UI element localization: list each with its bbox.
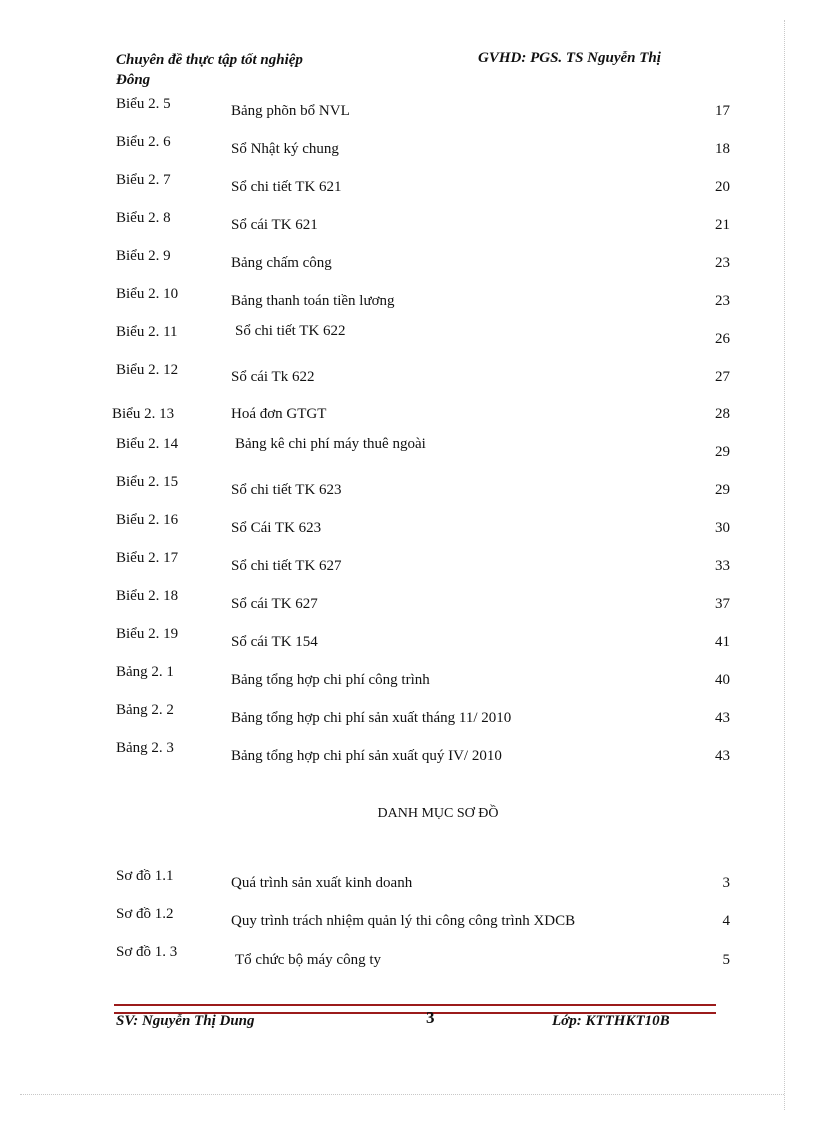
item-label: Bảng 2. 2 [116,702,174,718]
item-label: Sơ đồ 1.1 [116,868,174,884]
item-label: Bảng 2. 1 [116,664,174,680]
item-title: Sổ Cái TK 623 [231,520,322,536]
item-page: 37 [715,596,730,612]
item-label: Biểu 2. 15 [116,474,179,490]
item-page: 43 [715,748,730,764]
item-label: Biểu 2. 9 [116,248,171,264]
item-page: 41 [715,634,730,650]
item-page: 43 [715,710,730,726]
item-label: Biểu 2. 14 [116,436,179,452]
header-right: GVHD: PGS. TS Nguyễn Thị [478,50,661,66]
item-label: Bảng 2. 3 [116,740,174,756]
item-title: Bảng tổng hợp chi phí sản xuất quý IV/ 2010 [231,748,502,764]
page-border-bottom [20,1094,784,1095]
item-title: Bảng kê chi phí máy thuê ngoài [235,436,426,452]
item-label: Biểu 2. 5 [116,96,171,112]
item-page: 23 [715,255,730,271]
item-page: 30 [715,520,730,536]
item-label: Biểu 2. 13 [112,406,175,422]
item-label: Biểu 2. 18 [116,588,179,604]
item-label: Biểu 2. 7 [116,172,171,188]
item-title: Sổ chi tiết TK 623 [231,482,342,498]
item-title: Quá trình sản xuất kinh doanh [231,875,413,891]
page-number: 3 [426,1008,435,1027]
item-page: 17 [715,103,730,119]
item-page: 27 [715,369,730,385]
item-title: Hoá đơn GTGT [231,406,327,422]
item-title: Bảng tổng hợp chi phí công trình [231,672,430,688]
item-page: 5 [722,952,730,968]
item-page: 40 [715,672,730,688]
item-label: Biểu 2. 8 [116,210,171,226]
item-title: Quy trình trách nhiệm quản lý thi công công trình XDCB [231,913,576,929]
item-title: Sổ chi tiết TK 622 [235,323,346,339]
item-title: Sổ cái TK 627 [231,596,318,612]
item-title: Sổ cái Tk 622 [231,369,315,385]
item-title: Sổ Nhật ký chung [231,141,339,157]
item-title: Bảng chấm công [231,255,332,271]
page-border-right [784,20,785,1110]
item-title: Tổ chức bộ máy công ty [235,952,382,968]
item-title: Sổ cái TK 154 [231,634,318,650]
item-label: Biểu 2. 12 [116,362,179,378]
item-page: 26 [715,331,730,347]
item-page: 23 [715,293,730,309]
header-left [116,50,446,90]
section-title: DANH MỤC SƠ ĐỒ [377,806,499,821]
item-page: 18 [715,141,730,157]
item-page: 4 [722,913,730,929]
footer-student: SV: Nguyễn Thị Dung [116,1013,255,1029]
item-page: 29 [715,444,730,460]
item-title: Bảng tổng hợp chi phí sản xuất tháng 11/ 2010 [231,710,512,726]
item-page: 29 [715,482,730,498]
item-title: Sổ chi tiết TK 621 [231,179,342,195]
item-label: Biểu 2. 17 [116,550,179,566]
item-page: 33 [715,558,730,574]
item-label: Biểu 2. 6 [116,134,171,150]
item-title: Sổ cái TK 621 [231,217,318,233]
item-label: Biểu 2. 19 [116,626,179,642]
header-left-line1: Chuyên đề thực tập tốt nghiệp [116,52,303,68]
item-page: 3 [722,875,730,891]
item-title: Sổ chi tiết TK 627 [231,558,342,574]
item-label: Sơ đồ 1. 3 [116,944,178,960]
item-page: 28 [715,406,730,422]
item-label: Biểu 2. 11 [116,324,178,340]
item-label: Sơ đồ 1.2 [116,906,174,922]
item-page: 20 [715,179,730,195]
item-title: Bảng phõn bổ NVL [231,103,350,119]
footer-class: Lớp: KTTHKT10B [552,1013,670,1029]
item-label: Biểu 2. 10 [116,286,179,302]
item-label: Biểu 2. 16 [116,512,179,528]
item-page: 21 [715,217,730,233]
item-title: Bảng thanh toán tiền lương [231,293,395,309]
header-left-line2: Đông [116,72,151,88]
